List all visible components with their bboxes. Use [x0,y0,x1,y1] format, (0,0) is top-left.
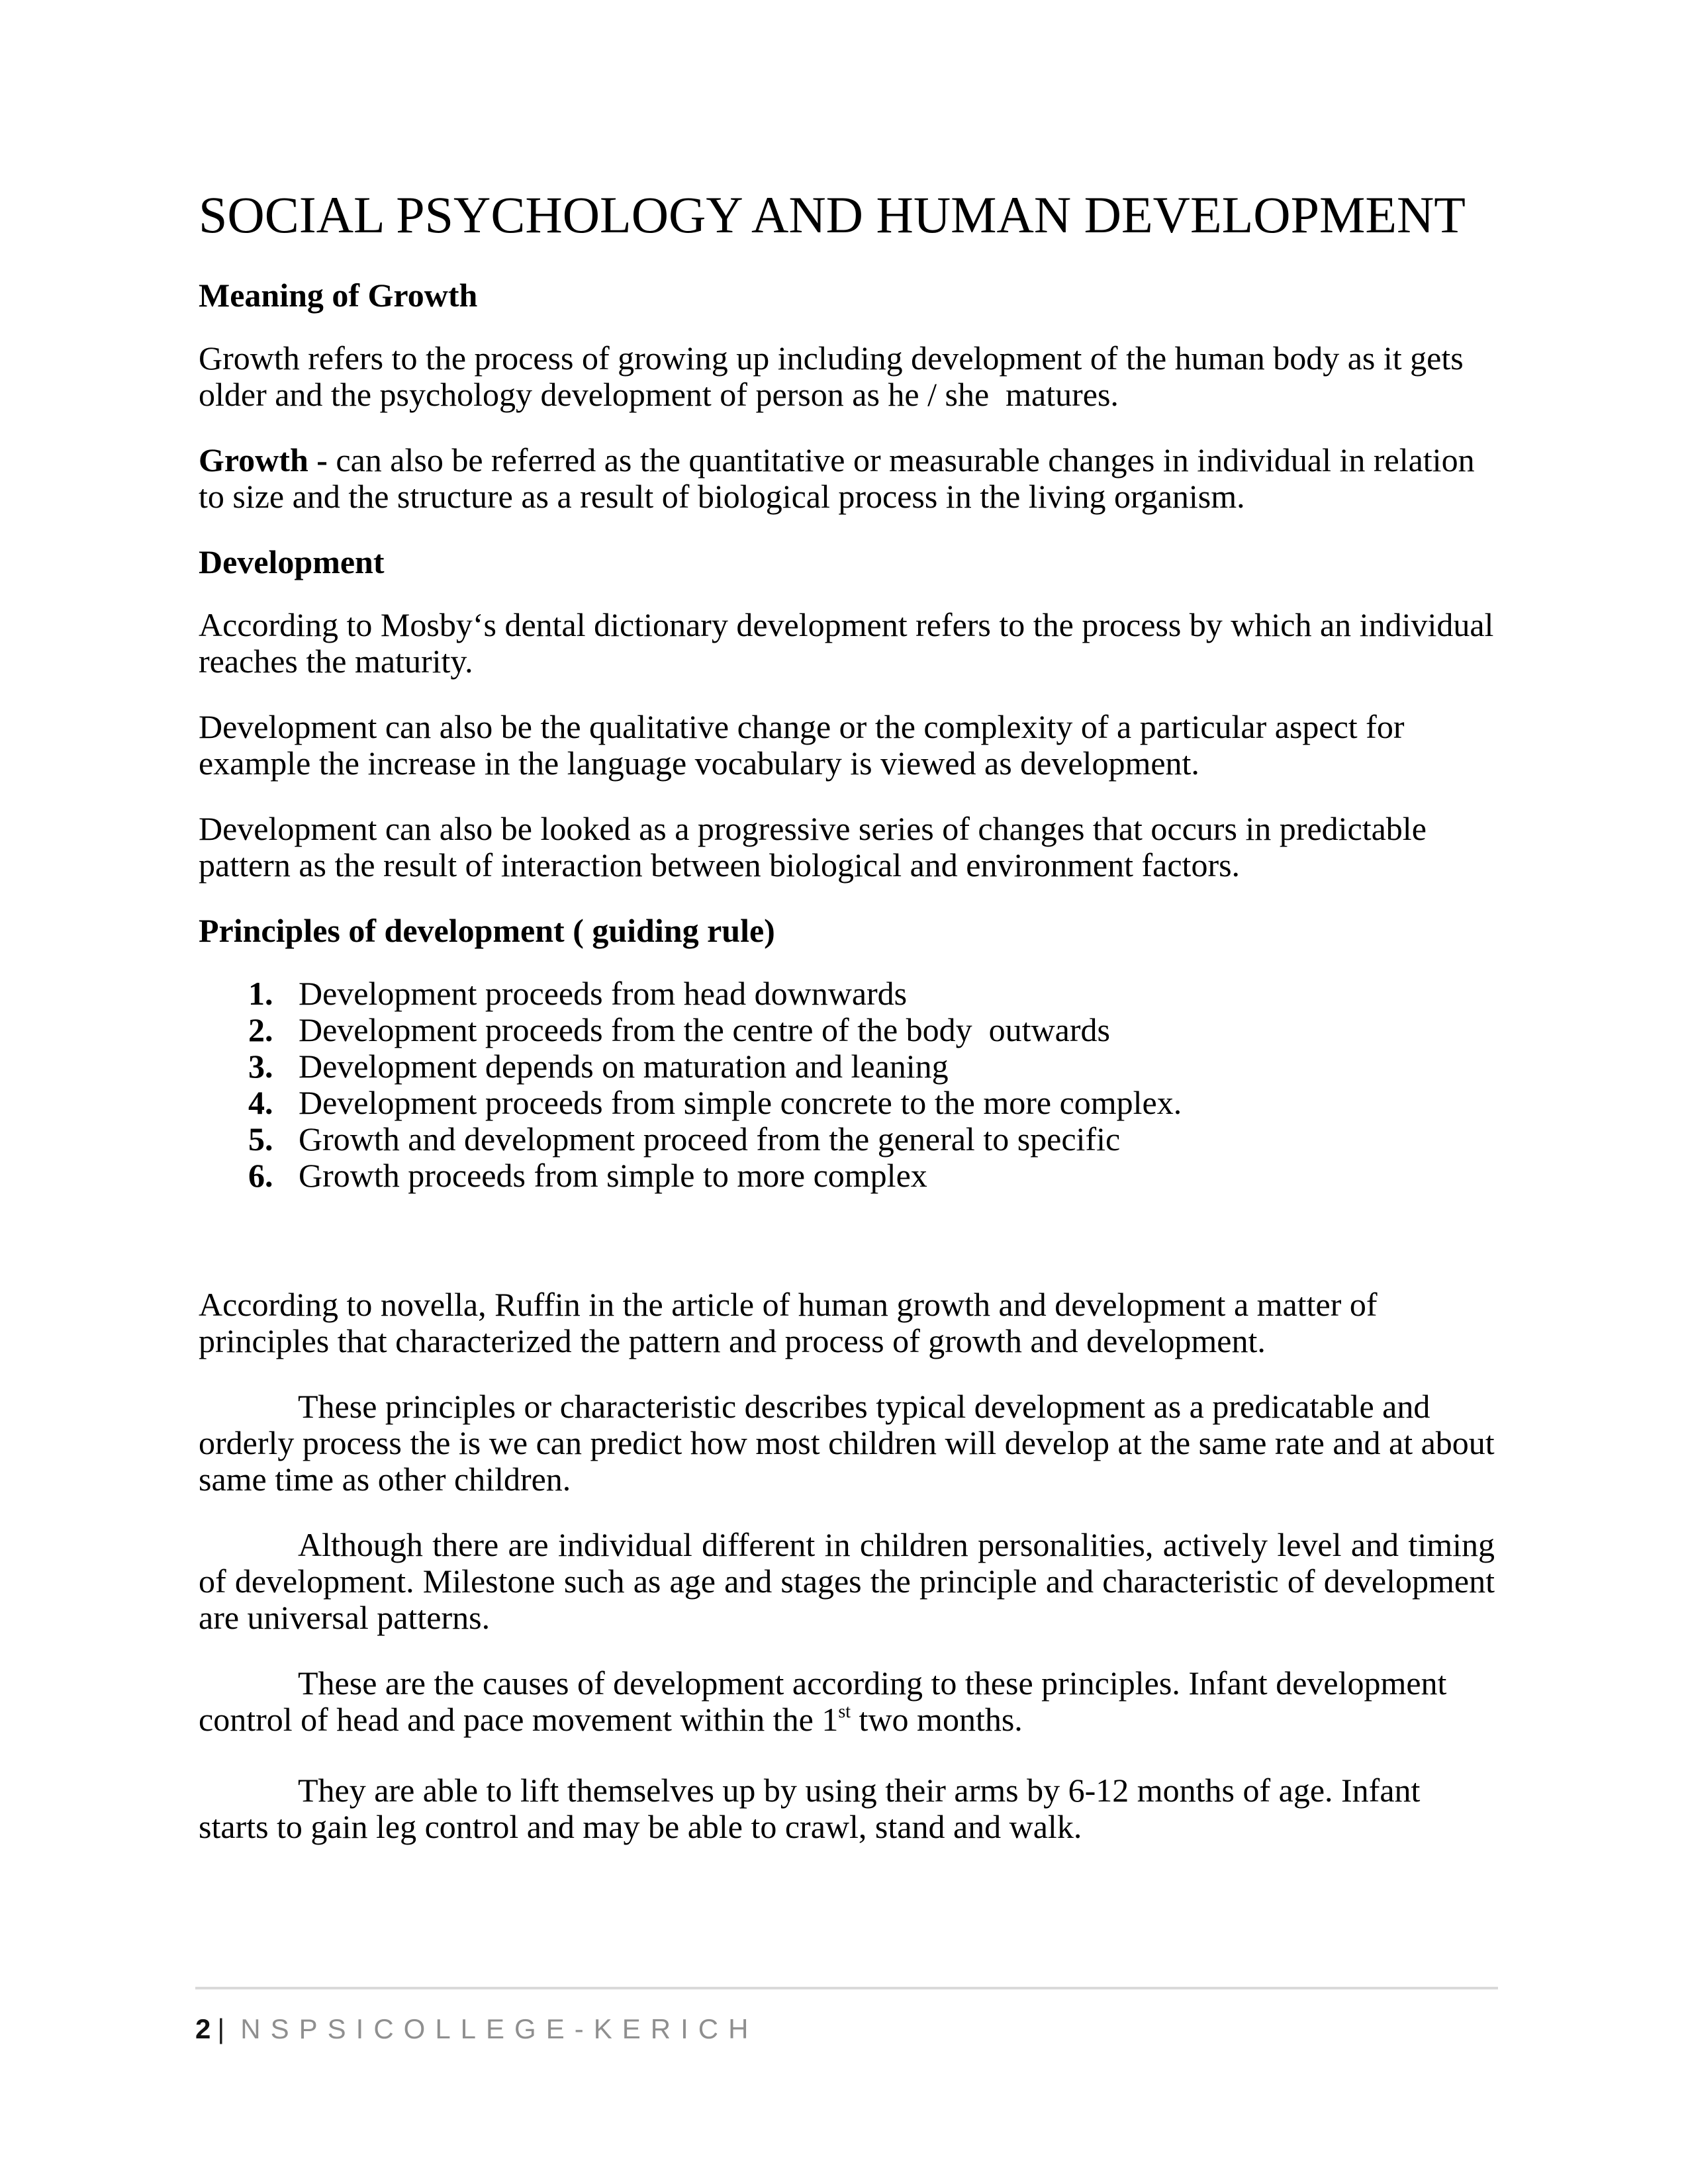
paragraph-text: can also be referred as the quantitative or measurable changes in individual in relation to size and the structure as a result of biological process in the living organism. [199,441,1483,515]
paragraph-growth-definition: Growth refers to the process of growing up including development of the human body as it gets older and the psychology development of person as he / she matures. [199,340,1472,413]
list-item-number: 3. [248,1048,273,1085]
list-item-number: 1. [248,975,273,1012]
list-item [199,1158,1495,1194]
heading-development: Development [199,543,385,580]
footer-separator: | [217,2013,225,2044]
paragraph-progressive-series: Development can also be looked as a progressive series of changes that occurs in predictable pattern as the result of interaction between biological and environment factors. [199,810,1435,884]
list-item-text: Development proceeds from head downwards [299,975,908,1012]
list-item [199,1048,1495,1085]
list-item-text: Growth proceeds from simple to more complex [299,1157,927,1194]
paragraph-predictable-process: These principles or characteristic describes typical development as a predicatable and orderly process the is we can predict how most children will develop at the same rate and at about same time as other children. [199,1388,1503,1498]
list-item [199,976,1495,1012]
superscript-ordinal: st [838,1702,851,1722]
paragraph-causes-of-development [199,1665,1495,1738]
paragraph-text: These are the causes of development according to these principles. Infant development control of head and pace movement within the 1 [199,1664,1455,1738]
paragraph-novella-ruffin: According to novella, Ruffin in the article of human growth and development a matter of principles that characterized the pattern and process of growth and development. [199,1286,1385,1359]
list-item-number: 5. [248,1120,273,1158]
list-item [199,1012,1495,1048]
footer-divider [195,1987,1498,1989]
list-item-text: Development depends on maturation and leaning [299,1048,949,1085]
list-item-number: 2. [248,1011,273,1048]
paragraph-qualitative-change: Development can also be the qualitative change or the complexity of a particular aspect for example the increase in the language vocabulary is viewed as development. [199,708,1413,782]
heading-principles-of-development: Principles of development ( guiding rule) [199,912,775,949]
page-title: SOCIAL PSYCHOLOGY AND HUMAN DEVELOPMENT [199,186,1466,244]
paragraph-text: two months. [851,1701,1023,1738]
list-item [199,1085,1495,1121]
paragraph-growth-quantitative [199,442,1495,515]
list-item-number: 6. [248,1157,273,1194]
paragraph-universal-patterns: Although there are individual different in children personalities, actively level and timing of development. Milestone such as age and stages the principle and characteristic of development are universal patterns. [199,1526,1495,1636]
list-item-text: Development proceeds from simple concrete to the more complex. [299,1084,1182,1121]
list-item [199,1121,1495,1158]
list-item-text: Development proceeds from the centre of the body outwards [299,1011,1110,1048]
list-item-text: Growth and development proceed from the general to specific [299,1120,1121,1158]
document-content [199,180,1503,1874]
heading-meaning-of-growth: Meaning of Growth [199,277,478,314]
page-footer [195,2013,758,2045]
paragraph-lift-themselves: They are able to lift themselves up by using their arms by 6-12 months of age. Infant starts to gain leg control and may be able to crawl, stand and walk. [199,1772,1429,1845]
list-item-number: 4. [248,1084,273,1121]
footer-site-text: NSPSICOLLEGE-KERICH [240,2013,759,2044]
paragraph-mosby-definition: According to Mosby‘s dental dictionary development refers to the process by which an individual reaches the maturity. [199,606,1502,680]
principles-list [199,976,1495,1194]
paragraph-bold-lead: Growth - [199,441,336,478]
page-number: 2 [195,2013,212,2044]
